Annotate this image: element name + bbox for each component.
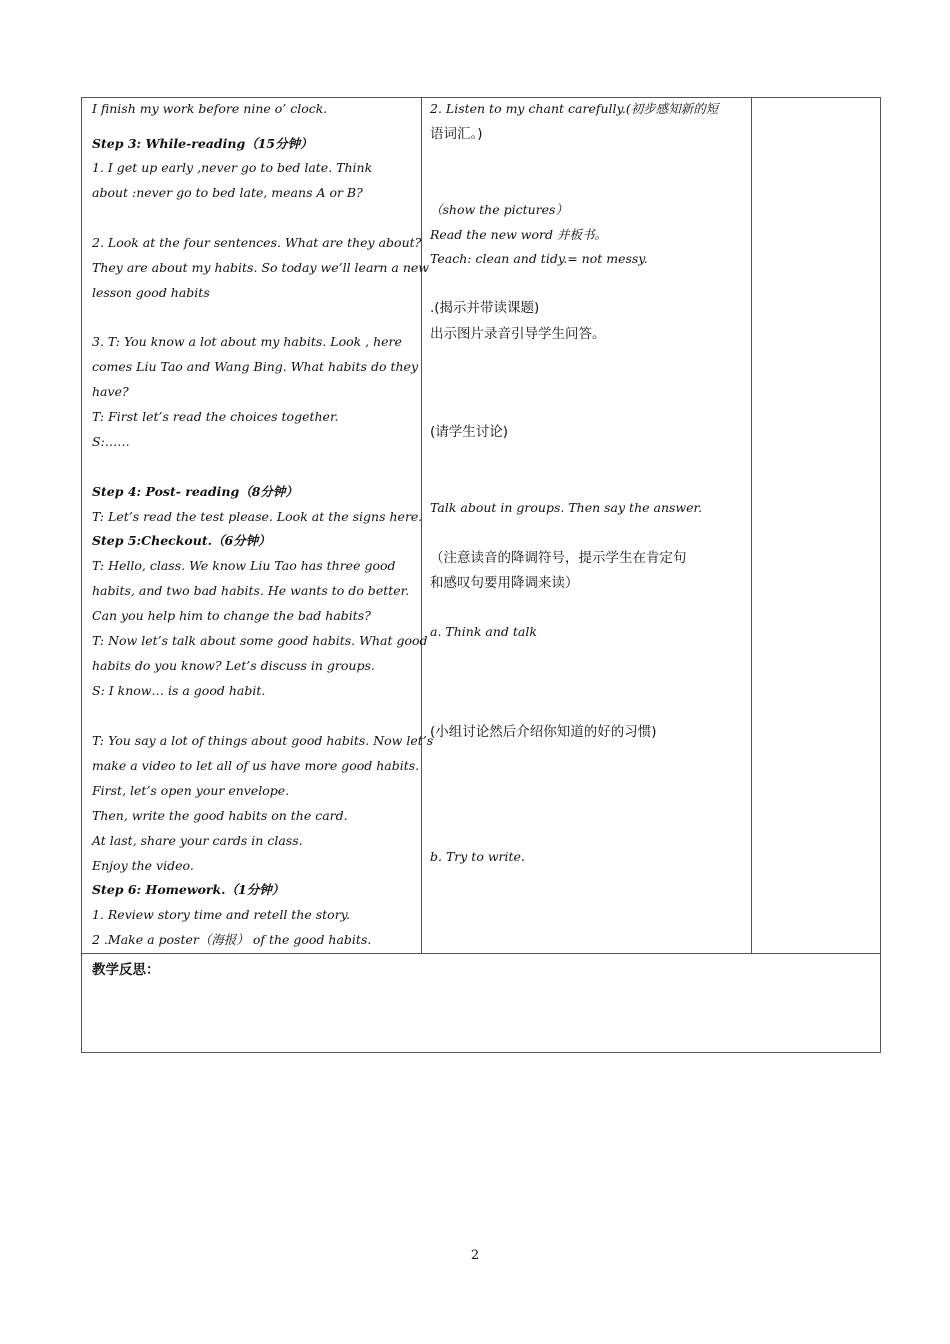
- text-line: Read the new word 并板书。: [430, 227, 607, 242]
- text-line: 2. Look at the four sentences. What are they about?: [92, 235, 422, 250]
- text-line: 1. Review story time and retell the story.: [92, 907, 351, 922]
- step-heading: Step 5:Checkout.（6分钟）: [92, 533, 271, 548]
- text-line: Can you help him to change the bad habits?: [92, 608, 371, 623]
- step-heading: Step 3: While-reading（15分钟）: [92, 136, 313, 151]
- step-heading: Step 4: Post- reading（8分钟）: [92, 484, 298, 499]
- text-line: (小组讨论然后介绍你知道的好的习惯): [430, 724, 657, 740]
- reflection-label: 教学反思：: [92, 962, 160, 978]
- text-line: .(揭示并带读课题): [430, 300, 540, 316]
- text-line: 出示图片录音引导学生问答。: [430, 326, 606, 342]
- text-line: (请学生讨论): [430, 424, 509, 440]
- text-line: have?: [92, 384, 129, 399]
- text-line: 语词汇。): [430, 126, 483, 142]
- text-line: Then, write the good habits on the card.: [92, 808, 348, 823]
- text-line: lesson good habits: [92, 285, 210, 300]
- text-line: T: Now let’s talk about some good habits. What good: [92, 633, 428, 648]
- text-line: habits, and two bad habits. He wants to do better.: [92, 583, 410, 598]
- text-line: T: You say a lot of things about good habits. Now let’s: [92, 733, 434, 748]
- text-line: T: Let’s read the test please. Look at the signs here.: [92, 509, 423, 524]
- text-line: 2. Listen to my chant carefully.(初步感知新的短: [430, 101, 719, 116]
- text-line: T: Hello, class. We know Liu Tao has three good: [92, 558, 396, 573]
- page-number: 2: [470, 1248, 480, 1263]
- text-line: 3. T: You know a lot about my habits. Look , here: [92, 334, 402, 349]
- text-line: 1. I get up early ,never go to bed late. Think: [92, 160, 373, 175]
- text-line: comes Liu Tao and Wang Bing. What habits do they: [92, 359, 419, 374]
- text-line: make a video to let all of us have more good habits.: [92, 758, 420, 773]
- text-line: At last, share your cards in class.: [92, 833, 303, 848]
- lesson-plan-table: [81, 97, 881, 1053]
- row-divider: [82, 953, 880, 954]
- text-line: They are about my habits. So today we’ll learn a new: [92, 260, 429, 275]
- text-line: Teach: clean and tidy.= not messy.: [430, 251, 648, 266]
- text-line: b. Try to write.: [430, 849, 525, 864]
- step-heading: Step 6: Homework.（1分钟）: [92, 882, 285, 897]
- text-line: Enjoy the video.: [92, 858, 194, 873]
- text-line: T: First let’s read the choices together.: [92, 409, 339, 424]
- text-line: Talk about in groups. Then say the answer.: [430, 500, 703, 515]
- text-line: habits do you know? Let’s discuss in groups.: [92, 658, 375, 673]
- column-divider: [751, 98, 752, 953]
- text-line: （注意读音的降调符号，提示学生在肯定句: [430, 550, 687, 566]
- text-line: I finish my work before nine o’ clock.: [92, 101, 328, 116]
- text-line: S:……: [92, 434, 130, 449]
- column-divider: [421, 98, 422, 953]
- text-line: S: I know… is a good habit.: [92, 683, 266, 698]
- text-line: First, let’s open your envelope.: [92, 783, 290, 798]
- text-line: 和感叹句要用降调来读）: [430, 575, 579, 591]
- text-line: 2 .Make a poster（海报） of the good habits.: [92, 932, 372, 947]
- text-line: a. Think and talk: [430, 624, 537, 639]
- text-line: about :never go to bed late, means A or B?: [92, 185, 363, 200]
- text-line: [92, 160, 412, 176]
- text-line: （show the pictures）: [430, 202, 568, 217]
